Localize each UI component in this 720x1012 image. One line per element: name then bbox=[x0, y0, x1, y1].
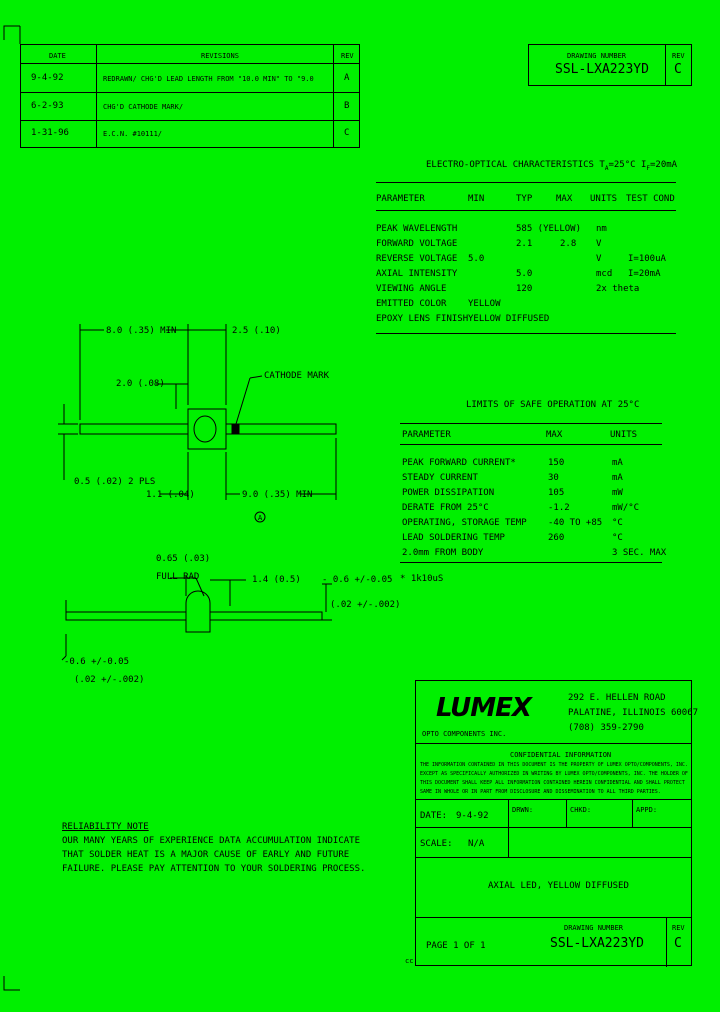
eo-header-parameter: PARAMETER bbox=[376, 194, 425, 204]
rev-row-text: E.C.N. #10111/ bbox=[103, 130, 163, 138]
address-line: PALATINE, ILLINOIS 60067 bbox=[568, 708, 699, 718]
eo-cell-typ: 120 bbox=[516, 284, 533, 294]
eo-cell-units: V bbox=[596, 239, 602, 249]
safe-cell-max: -1.2 bbox=[548, 503, 570, 513]
safe-cell-param: POWER DISSIPATION bbox=[402, 488, 495, 498]
reliability-line: THAT SOLDER HEAT IS A MAJOR CAUSE OF EARLY AND FUTURE bbox=[62, 850, 350, 860]
safe-header-parameter: PARAMETER bbox=[402, 430, 451, 440]
bottom-rev-label: REV bbox=[672, 924, 685, 932]
eo-cell-units: mcd bbox=[596, 269, 613, 279]
eo-header-typ: TYP bbox=[516, 194, 533, 204]
dim-05-label: 0.5 (.02) 2 PLS bbox=[74, 477, 156, 487]
dim-20-label: 2.0 (.08) bbox=[116, 379, 165, 389]
address-line: (708) 359-2790 bbox=[568, 723, 644, 733]
safe-cell-units: mA bbox=[612, 458, 623, 468]
dim-06-top-label: - 0.6 +/-0.05 bbox=[322, 575, 393, 585]
safe-cell-max: 30 bbox=[548, 473, 559, 483]
lumex-logo: LUMEX bbox=[436, 693, 531, 723]
confidential-line: EXCEPT AS SPECIFICALLY AUTHORIZED IN WRITING BY LUMEX OPTO/COMPONENTS, INC. THE HOLDER OF bbox=[420, 771, 688, 777]
reliability-line: FAILURE. PLEASE PAY ATTENTION TO YOUR SOLDERING PROCESS. bbox=[62, 864, 366, 874]
rev-row-rev: A bbox=[344, 73, 350, 83]
confidential-title: CONFIDENTIAL INFORMATION bbox=[510, 751, 612, 759]
dim-02-bot-label: (.02 +/-.002) bbox=[74, 675, 145, 685]
rev-row-date: 1-31-96 bbox=[31, 128, 69, 138]
safe-cell-max: 105 bbox=[548, 488, 565, 498]
dim-06-bot-label: -0.6 +/-0.05 bbox=[64, 657, 130, 667]
corner-mark: cc bbox=[405, 957, 414, 965]
eo-header-units: UNITS bbox=[590, 194, 618, 204]
confidential-line: SAME IN WHOLE OR IN PART FROM DISCLOSURE AND DISSEMINATION TO ALL THIRD PARTIES. bbox=[420, 789, 661, 795]
eo-cell-typ: 585 (YELLOW) bbox=[516, 224, 582, 234]
title-block bbox=[415, 680, 699, 966]
drawing-number-label: DRAWING NUMBER bbox=[567, 52, 627, 60]
cathode-mark-label: CATHODE MARK bbox=[264, 371, 330, 381]
safe-cell-units: °C bbox=[612, 533, 623, 543]
safe-cell-units: °C bbox=[612, 518, 623, 528]
confidential-line: THE INFORMATION CONTAINED IN THIS DOCUMENT IS THE PROPERTY OF LUMEX OPTO/COMPONENTS, INC. bbox=[420, 762, 688, 768]
eo-cell-min: 5.0 bbox=[468, 254, 485, 264]
chkd-label: CHKD: bbox=[570, 806, 592, 814]
date-label: DATE: bbox=[420, 811, 448, 821]
dim-25-label: 2.5 (.10) bbox=[232, 326, 281, 336]
drwn-label: DRWN: bbox=[512, 806, 534, 814]
rev-label: REV bbox=[672, 52, 685, 60]
full-rad-label: FULL RAD bbox=[156, 572, 200, 582]
eo-cell-min: YELLOW bbox=[468, 299, 501, 309]
dim-02-top-label: (.02 +/-.002) bbox=[330, 600, 401, 610]
eo-cell-min: YELLOW DIFFUSED bbox=[468, 314, 550, 324]
drawing-number: SSL-LXA223YD bbox=[555, 62, 649, 77]
lumex-logo-sub: OPTO COMPONENTS INC. bbox=[422, 730, 507, 738]
eo-cell-param: FORWARD VOLTAGE bbox=[376, 239, 458, 249]
eo-cell-cond: I=20mA bbox=[628, 269, 661, 279]
eo-cell-typ: 5.0 bbox=[516, 269, 533, 279]
eo-cell-param: AXIAL INTENSITY bbox=[376, 269, 458, 279]
rev-header-date: DATE bbox=[49, 52, 66, 60]
eo-cell-units: nm bbox=[596, 224, 607, 234]
appd-label: APPD: bbox=[636, 806, 658, 814]
eo-cell-param: PEAK WAVELENGTH bbox=[376, 224, 458, 234]
eo-cell-param: EMITTED COLOR bbox=[376, 299, 447, 309]
safe-header-units: UNITS bbox=[610, 430, 638, 440]
dim-14-label: 1.4 (0.5) bbox=[252, 575, 301, 585]
eo-header-max: MAX bbox=[556, 194, 573, 204]
dim-065-label: 0.65 (.03) bbox=[156, 554, 211, 564]
rev-row-date: 9-4-92 bbox=[31, 73, 64, 83]
reliability-title: RELIABILITY NOTE bbox=[62, 822, 149, 832]
eo-cell-param: REVERSE VOLTAGE bbox=[376, 254, 458, 264]
rev-header-rev: REV bbox=[341, 52, 354, 60]
part-description: AXIAL LED, YELLOW DIFFUSED bbox=[488, 881, 629, 891]
address-line: 292 E. HELLEN ROAD bbox=[568, 693, 666, 703]
safe-cell-param: 2.0mm FROM BODY bbox=[402, 548, 484, 558]
reliability-note bbox=[62, 822, 402, 874]
eo-title: ELECTRO-OPTICAL CHARACTERISTICS $T_A=25^\circ C$ $I_F=20mA$ bbox=[426, 160, 678, 172]
rev-row-rev: C bbox=[344, 128, 350, 138]
view-a-label: A bbox=[258, 514, 263, 522]
rev-row-text: REDRAWN/ CHG'D LEAD LENGTH FROM "10.0 MIN" TO "9.0 bbox=[103, 75, 314, 83]
safe-cell-units: 3 SEC. MAX bbox=[612, 548, 667, 558]
eo-cell-cond: I=100uA bbox=[628, 254, 666, 264]
bottom-drawing-number-label: DRAWING NUMBER bbox=[564, 924, 624, 932]
rev-row-date: 6-2-93 bbox=[31, 101, 64, 111]
safe-cell-param: DERATE FROM 25°C bbox=[402, 503, 489, 513]
dim-11-label: 1.1 (.04) bbox=[146, 490, 195, 500]
eo-cell-param: EPOXY LENS FINISH bbox=[376, 314, 469, 324]
dim-8-label: 8.0 (.35) MIN bbox=[106, 326, 177, 336]
safe-cell-max: 150 bbox=[548, 458, 565, 468]
safe-cell-param: OPERATING, STORAGE TEMP bbox=[402, 518, 527, 528]
rev-value: C bbox=[674, 62, 682, 77]
rev-header-revisions: REVISIONS bbox=[201, 52, 239, 60]
eo-cell-param: VIEWING ANGLE bbox=[376, 284, 447, 294]
eo-cell-units: V bbox=[596, 254, 602, 264]
safe-cell-param: STEADY CURRENT bbox=[402, 473, 478, 483]
eo-cell-max: 2.8 bbox=[560, 239, 577, 249]
safe-cell-max: 260 bbox=[548, 533, 565, 543]
safe-cell-units: mW/°C bbox=[612, 503, 640, 513]
date-value: 9-4-92 bbox=[456, 811, 489, 821]
safe-cell-param: LEAD SOLDERING TEMP bbox=[402, 533, 505, 543]
eo-header-min: MIN bbox=[468, 194, 485, 204]
safe-title: LIMITS OF SAFE OPERATION AT 25°C bbox=[466, 400, 640, 410]
rev-row-text: CHG'D CATHODE MARK/ bbox=[103, 103, 184, 111]
eo-header-testcond: TEST COND bbox=[626, 194, 675, 204]
scale-label: SCALE: bbox=[420, 839, 453, 849]
page-label: PAGE 1 OF 1 bbox=[426, 941, 486, 951]
safe-cell-max: -40 TO +85 bbox=[548, 518, 603, 528]
bottom-drawing-number: SSL-LXA223YD bbox=[550, 936, 644, 951]
confidential-line: THIS DOCUMENT SHALL KEEP ALL INFORMATION CONTAINED HEREIN CONFIDENTIAL AND SHALL PROTECT bbox=[420, 780, 685, 786]
safe-cell-units: mW bbox=[612, 488, 623, 498]
safe-cell-param: PEAK FORWARD CURRENT* bbox=[402, 458, 516, 468]
safe-header-max: MAX bbox=[546, 430, 563, 440]
dim-90-label: 9.0 (.35) MIN bbox=[242, 490, 313, 500]
scale-value: N/A bbox=[468, 839, 485, 849]
reliability-line: OUR MANY YEARS OF EXPERIENCE DATA ACCUMULATION INDICATE bbox=[62, 836, 361, 846]
eo-cell-typ: 2.1 bbox=[516, 239, 533, 249]
safe-footnote: * 1k10uS bbox=[400, 574, 444, 584]
rev-row-rev: B bbox=[344, 101, 350, 111]
eo-cell-units: 2x theta bbox=[596, 284, 640, 294]
safe-cell-units: mA bbox=[612, 473, 623, 483]
bottom-rev: C bbox=[674, 936, 682, 951]
